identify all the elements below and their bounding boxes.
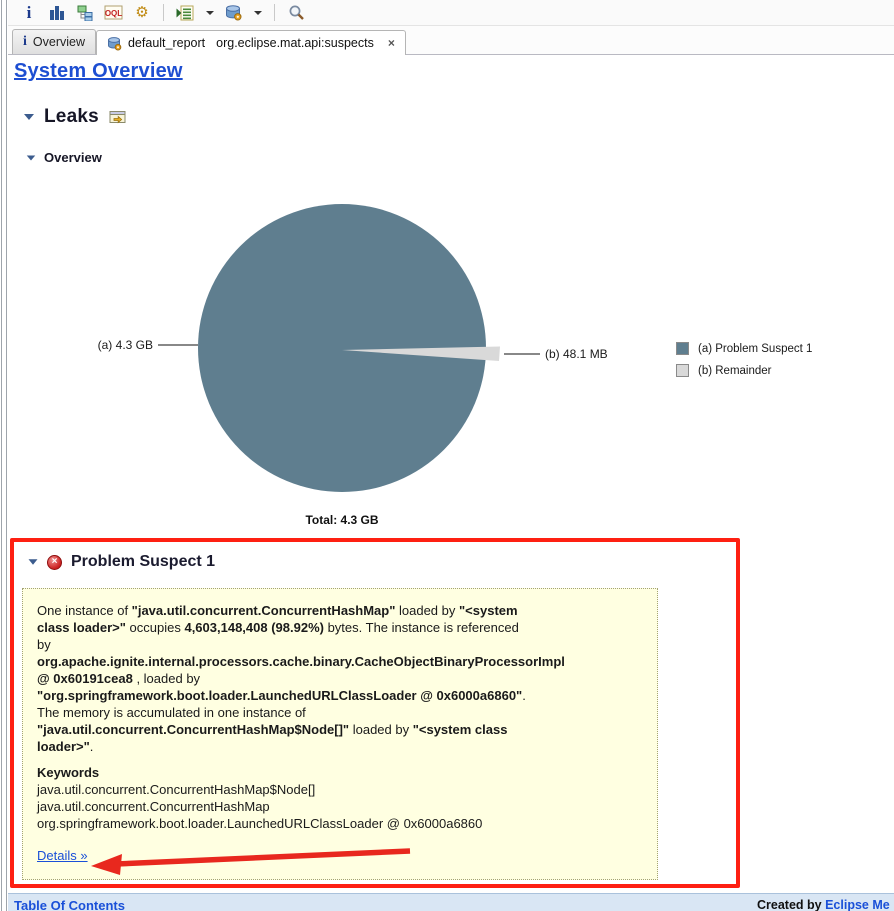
oql-icon[interactable] bbox=[104, 3, 123, 23]
overview-section-header bbox=[26, 150, 102, 165]
legend-label: (a) Problem Suspect 1 bbox=[698, 342, 813, 355]
leaks-heading: Leaks bbox=[44, 106, 99, 127]
toolbar-separator bbox=[274, 4, 275, 21]
collapse-triangle-icon[interactable] bbox=[27, 155, 36, 160]
heap-dump-dropdown-caret[interactable] bbox=[254, 11, 262, 15]
legend-label: (b) Remainder bbox=[698, 364, 772, 377]
expert-report-dropdown-caret[interactable] bbox=[206, 11, 214, 15]
info-icon[interactable]: i bbox=[26, 3, 32, 22]
details-link[interactable]: Details » bbox=[37, 848, 88, 863]
legend-item-problem-suspect bbox=[676, 342, 812, 355]
problem-suspect-title: Problem Suspect 1 bbox=[71, 553, 216, 570]
problem-suspect-header bbox=[28, 553, 215, 571]
collapse-triangle-icon[interactable] bbox=[29, 559, 38, 564]
toolbar-separator bbox=[163, 4, 164, 21]
close-icon[interactable]: × bbox=[387, 36, 395, 50]
dominator-tree-icon[interactable] bbox=[76, 3, 94, 23]
report-footer bbox=[8, 893, 894, 911]
table-of-contents-link[interactable]: Table Of Contents bbox=[14, 898, 125, 911]
window-edge-line bbox=[1, 0, 2, 911]
eclipse-mat-link[interactable]: Eclipse Me bbox=[825, 898, 890, 911]
info-icon: i bbox=[23, 34, 27, 49]
search-icon[interactable] bbox=[287, 3, 305, 23]
tab-suspects-report[interactable] bbox=[96, 30, 406, 55]
error-icon: × bbox=[47, 555, 62, 570]
svg-text:OQL: OQL bbox=[104, 8, 123, 18]
collapse-triangle-icon[interactable] bbox=[24, 114, 34, 120]
overview-heading: Overview bbox=[44, 150, 102, 165]
legend-item-remainder bbox=[676, 364, 812, 377]
heap-report-icon bbox=[107, 36, 122, 51]
tab-label: Overview bbox=[32, 35, 85, 49]
tab-sublabel: org.eclipse.mat.api:suspects bbox=[216, 36, 374, 50]
pie-total-label: Total: 4.3 GB bbox=[305, 513, 379, 527]
keywords-heading: Keywords bbox=[37, 765, 100, 780]
window-edge-line bbox=[6, 0, 7, 911]
system-overview-link[interactable]: System Overview bbox=[14, 60, 183, 82]
leak-pie-chart bbox=[88, 200, 658, 500]
expert-report-icon[interactable] bbox=[176, 3, 194, 23]
settings-icon[interactable]: ⚙ bbox=[135, 4, 149, 21]
tab-label: default_report bbox=[127, 36, 206, 50]
legend-swatch bbox=[676, 342, 689, 355]
heap-dump-actions-icon[interactable] bbox=[224, 3, 242, 23]
tab-overview[interactable] bbox=[12, 29, 96, 54]
legend-swatch bbox=[676, 364, 689, 377]
open-report-icon[interactable] bbox=[109, 109, 127, 125]
problem-suspect-description-box bbox=[22, 588, 658, 880]
keywords-list: java.util.concurrent.ConcurrentHashMap$Node[] java.util.concurrent.ConcurrentHashMap org.springframework.boot.loader.LaunchedURLClassLoader @ 0x6000a6860 bbox=[37, 782, 483, 831]
toolbar bbox=[8, 0, 894, 26]
leaks-section-header bbox=[24, 106, 127, 128]
callout-label-b: (b) 48.1 MB bbox=[545, 347, 608, 361]
callout-label-a: (a) 4.3 GB bbox=[97, 338, 153, 352]
created-by-text: Created by Eclipse Me bbox=[757, 898, 890, 911]
editor-tabbar bbox=[8, 26, 894, 55]
pie-legend bbox=[676, 342, 812, 377]
suspect-description: One instance of "java.util.concurrent.ConcurrentHashMap" loaded by "<system class loader>" occupies 4,603,148,408 (98.92%) bytes. The instance is referenced by org.apache.ignite.internal.processors.cache.binary.CacheObjectBinaryProcessorImpl @ 0x60191cea8 , loaded by "org.springframework.boot.loader.LaunchedURLClassLoader @ 0x6000a6860". The memory is accumulated in one instance of "java.util.concurrent.ConcurrentHashMap$Node[]" loaded by "<system class loader>". bbox=[37, 603, 565, 754]
histogram-icon[interactable] bbox=[48, 3, 66, 23]
